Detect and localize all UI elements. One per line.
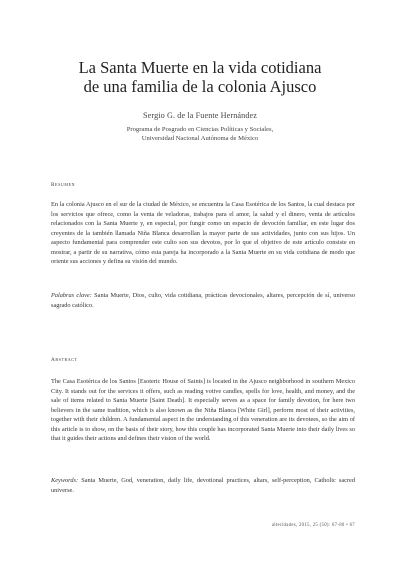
abstract-text: The Casa Esotérica de los Santos [Esoteric House of Saints] is located in the Ajusco neighborhood in southern Mexico City. It stands out for the services it offers, such as reading votive candles, spells for love, health, and money, and the sale of items related to Santa Muerte [Saint Death]. It especially serves as a space for family devotion, for here two believers in the same tradition, which is also known as the Niña Blanca [White Girl], perform most of their activities, together with their children. A fundamental aspect in the understanding of this veneration are its devotees, so the aim of this article is to show, on the basis of their story, how this couple has incorporated Santa Muerte into their daily lives so that it guides their actions and defines their vision of the world. [51, 378, 355, 443]
resumen-heading: Resumen [51, 182, 76, 188]
affiliation-line-2: Universidad Nacional Autónoma de México [141, 135, 259, 143]
page-footer: alteridades, 2015, 25 (50): 67-80 • 67 [271, 523, 355, 528]
keywords [51, 476, 355, 495]
palabras-clave-list: Santa Muerte, Dios, culto, vida cotidiana, prácticas devocionales, altares, percepción de sí, universo sagrado católico. [51, 292, 355, 309]
title-line-2: de una familia de la colonia Ajusco [83, 77, 317, 96]
palabras-clave [51, 291, 355, 310]
author-name: Sergio G. de la Fuente Hernández [143, 111, 257, 120]
keywords-label: Keywords: [51, 477, 79, 484]
title-line-1: La Santa Muerte en la vida cotidiana [78, 58, 322, 77]
keywords-list: Santa Muerte, God, veneration, daily life, devotional practices, altars, self-perception, Catholic sacred universe. [51, 477, 355, 494]
palabras-clave-label: Palabras clave: [51, 292, 92, 299]
resumen-text: En la colonia Ajusco en el sur de la ciudad de México, se encuentra la Casa Esotérica de los Santos, la cual destaca por los servicios que ofrece, como la venta de veladoras, trabajos para el amor, la salud y el dinero, venta de artículos relacionados con la Santa Muerte y, en especial, por fungir como un espacio de devoción familiar, en este lugar dos creyentes de la también llamada Niña Blanca desarrollan la mayor parte de sus actividades, junto con sus hijos. Un aspecto fundamental para comprender este culto son sus devotos, por lo que el objetivo de este artículo consiste en mostrar, a partir de su narrativa, cómo esta pareja ha incorporado a la Santa Muerte en su vida cotidiana de modo que oriente sus acciones y defina su visión del mundo. [51, 201, 355, 266]
author-affiliation [0, 125, 400, 144]
abstract-heading: Abstract [51, 357, 78, 363]
article-title [30, 58, 370, 96]
affiliation-line-1: Programa de Posgrado en Ciencias Políticas y Sociales, [126, 126, 274, 133]
